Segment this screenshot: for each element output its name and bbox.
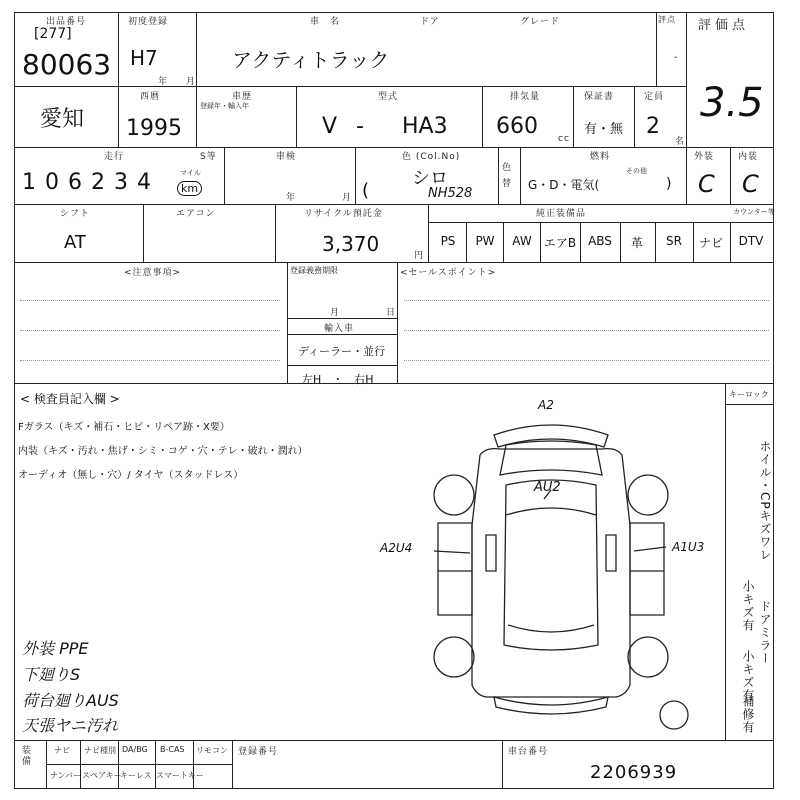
color-change-label: 色替 [502,163,513,189]
equipment-aw: AW [512,234,532,248]
note-underbody: 下廻りS [22,665,81,684]
left-mirror-area [486,535,496,571]
sales-point-label: <セールスポイント> [400,268,497,278]
mileage-sub: S等 [200,152,217,162]
door-label: ドア [420,17,440,27]
note-ceiling: 天張ヤニ汚れ [22,716,119,735]
reg-day-unit: 日 [386,308,397,318]
interior-label: 内装 [738,152,759,162]
inspection-month: 月 [342,193,353,203]
mileage-label: 走行 [104,152,125,162]
car-damage-diagram [376,395,724,735]
mark-right-door: A1U3 [672,540,705,554]
wheel-front-right [628,475,668,515]
grade-dash: - [674,52,678,63]
first-reg-value: H7 [130,46,158,70]
footer-da-bg: DA/BG [122,745,148,754]
inspection-year: 年 [286,193,297,203]
color-label: 色 (Col.No) [402,152,461,162]
year-value: 1995 [126,116,182,141]
dealer-parallel: ディーラー・並行 [298,345,386,358]
warranty-label: 保証書 [584,92,615,102]
type-label: 型式 [378,92,399,102]
score-small-label: 評点 [658,15,676,24]
windshield [506,508,596,515]
footer-remote: リモコン [196,746,228,755]
key-lock-label: キーロック [729,390,769,399]
footer-number: ナンバー [50,771,82,780]
equipment-label: 純正装備品 [536,209,587,219]
counter-label: カウンター等 [733,208,775,216]
roof [504,480,598,650]
spare-wheel [660,701,688,729]
score-label: 評価点 [698,18,750,33]
mileage-unit-km: km [177,181,202,196]
footer-navi-type: ナビ種別 [84,746,116,755]
mark-roof: AU2 [534,480,561,495]
equipment-airbag: エアB [543,236,577,250]
shift-label: シフト [60,209,91,219]
steering-side: 左H ・ 右H [302,373,374,386]
footer-bcas: B-CAS [160,745,185,754]
year-label: 西暦 [140,92,161,102]
region: 愛知 [40,107,85,132]
equipment-ps: PS [440,234,456,248]
panel-scratch-2: 小キズ有 [741,650,755,702]
grade-label: グレード [520,17,561,27]
car-name: アクティトラック [232,48,390,72]
left-door [438,523,472,615]
first-reg-year-unit: 年 [158,77,169,87]
note-bed: 荷台廻りAUS [22,691,119,710]
fuel-other: その他 [626,167,647,175]
mileage-unit-mile: マイル [180,169,201,177]
fuel-close-paren: ) [666,176,672,192]
lot-bracket: [277] [34,26,72,42]
first-reg-month-unit: 月 [186,77,197,87]
footer-equipment-label: 装備 [22,746,33,767]
car-name-label: 車 名 [310,17,341,27]
lot-label: 出品番号 [46,17,87,27]
chassis-number-label: 車台番号 [508,747,549,757]
reg-month-unit: 月 [330,308,341,318]
inspector-audio-tire: オーディオ（無し・穴）/ タイヤ（スタッドレス） [18,470,244,481]
import-car-label: 輸入車 [324,324,355,334]
displacement-unit: cc [558,134,570,144]
chassis-number: 2206939 [590,762,678,783]
equipment-leather: 革 [630,236,643,250]
registration-number-label: 登録番号 [238,747,279,757]
footer-spare-key: スペアキー [82,771,122,780]
recycle-label: リサイクル預託金 [304,209,383,219]
exterior-label: 外装 [694,152,715,162]
wheel-rear-right [628,637,668,677]
panel-scratch-1: 小キズ有 [741,580,755,632]
type-code: HA3 [402,114,448,139]
panel-mirror: ドアミラー [758,600,772,665]
aircon-label: エアコン [176,209,216,219]
recycle-unit: 円 [414,251,425,261]
inspection-label: 車検 [276,152,297,162]
footer-navi: ナビ [54,746,70,755]
note-exterior: 外装 PPE [22,639,89,658]
color-code: NH528 [428,186,473,201]
seats-label: 定員 [644,92,665,102]
right-door [630,523,664,615]
inspector-glass: Fガラス（キズ・補石・ヒビ・リペア跡・X要） [18,422,230,433]
lot-number: 80063 [22,48,112,81]
right-mirror-area [606,535,616,571]
fuel-label: 燃料 [590,152,611,162]
color-value: シロ [412,168,448,189]
type-dash: - [356,114,364,139]
interior-value: C [742,170,759,198]
hood [500,441,602,475]
seats-unit: 名 [675,137,686,147]
fuel-value: G・D・電気( [528,178,600,192]
rear-bumper [494,697,608,714]
inspector-interior: 内装（キズ・汚れ・焦げ・シミ・コゲ・穴・テレ・破れ・潤れ） [18,446,308,457]
inspector-title: < 検査員記入欄 > [20,392,120,406]
panel-repair: 補修有 [741,695,755,734]
reg-deadline-label: 登録義務期限 [290,266,338,275]
warranty-value: 有・無 [584,122,624,137]
history-label: 車歴 [232,92,253,102]
mark-left-door: A2U4 [380,541,413,555]
type-prefix: V [322,114,338,139]
displacement-value: 660 [496,114,538,139]
panel-wheel-note: ホイル・CPキズワレ [758,440,772,562]
mark-front-bumper: A2 [538,398,554,412]
leader-right [634,547,666,551]
wheel-rear-left [434,637,474,677]
mileage-value: 106234 [22,170,160,195]
wheel-front-left [434,475,474,515]
first-reg-label: 初度登録 [128,17,169,27]
equipment-sr: SR [666,234,682,248]
history-sub: 登録年・輸入年 [200,102,249,110]
color-paren: ( [362,180,370,201]
footer-smart-key: スマートキー [156,771,204,780]
footer-keyless: キーレス [120,771,152,780]
recycle-value: 3,370 [322,232,380,256]
equipment-abs: ABS [588,234,612,248]
displacement-label: 排気量 [510,92,541,102]
caution-label: <注意事項> [124,268,182,278]
equipment-dtv: DTV [738,234,764,248]
score-value: 3.5 [700,80,764,126]
exterior-value: C [698,170,715,198]
equipment-pw: PW [475,234,495,248]
equipment-navi: ナビ [698,236,723,250]
rear-window [508,625,594,632]
leader-left [434,551,470,553]
shift-value: AT [64,232,86,253]
seats-value: 2 [646,114,660,139]
